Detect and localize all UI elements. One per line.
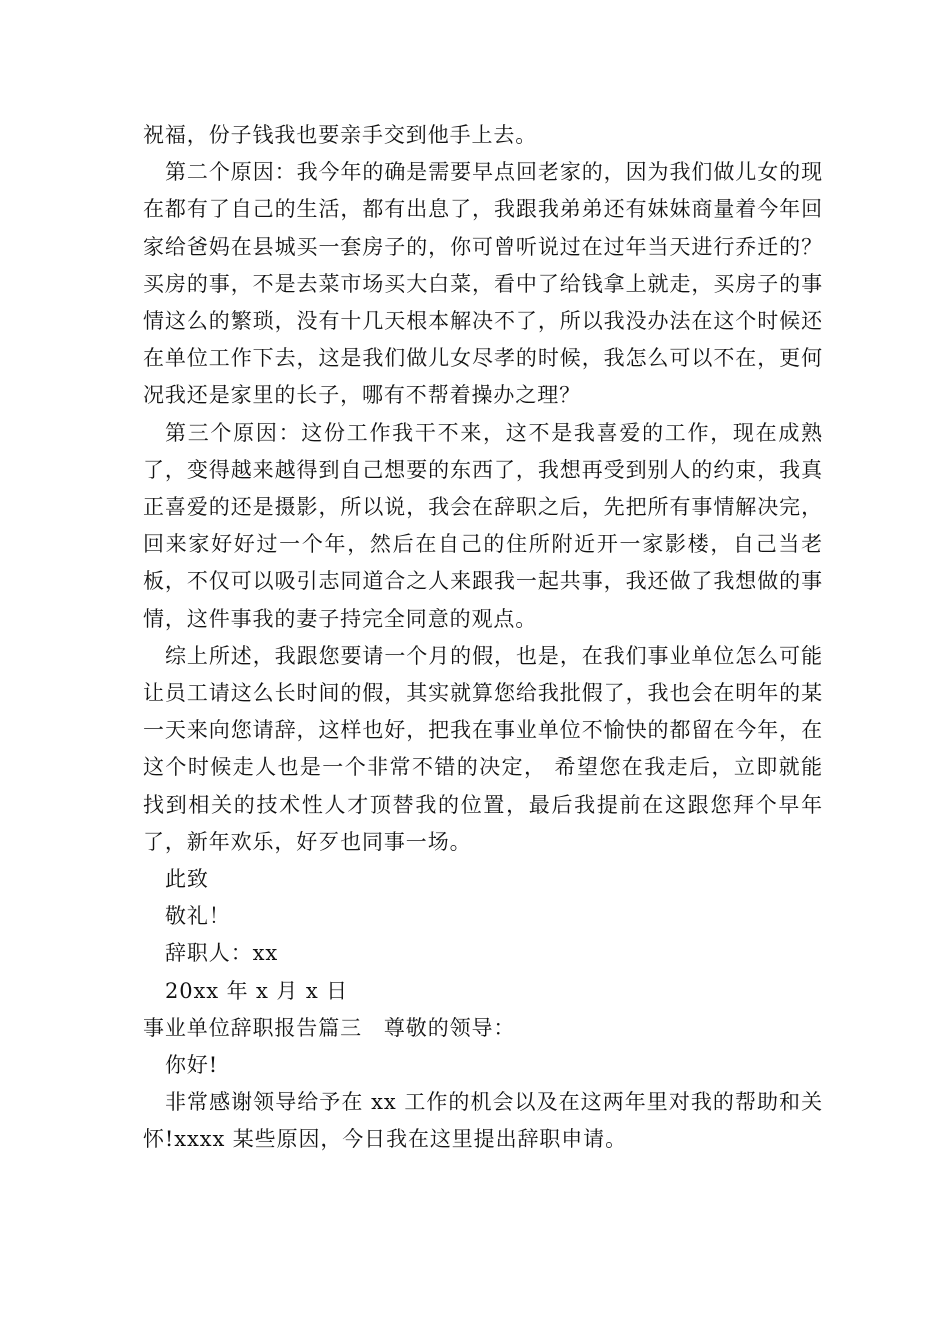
paragraph-reason-two: 第二个原因：我今年的确是需要早点回老家的，因为我们做儿女的现在都有了自己的生活，都有出息了，我跟我弟弟还有妹妹商量着今年回家给爸妈在县城买一套房子的，你可曾听说过在过年当天进行乔迁的？买房的事，不是去菜市场买大白菜，看中了给钱拿上就走，买房子的事情这么的繁琐，没有十几天根本解决不了，所以我没办法在这个时候还在单位工作下去，这是我们做儿女尽孝的时候，我怎么可以不在，更何况我还是家里的长子，哪有不帮着操办之理？ — [143, 160, 823, 408]
closing-regards: 敬礼！ — [165, 904, 231, 929]
paragraph-blessing: 祝福，份子钱我也要亲手交到他手上去。 — [143, 123, 538, 147]
paragraph-summary: 综上所述，我跟您要请一个月的假，也是，在我们事业单位怎么可能让员工请这么长时间的假，其实就算您给我批假了，我也会在明年的某一天来向您请辞，这样也好，把我在事业单位不愉快的都留在今年，在这个时候走人也是一个非常不错的决定， 希望您在我走后，立即就能找到相关的技术性人才顶替我的位置，最后我提前在这跟您拜个早年了，新年欢乐，好歹也同事一场。 — [143, 643, 823, 854]
closing-salutation: 此致 — [165, 867, 209, 892]
paragraph-thanks: 非常感谢领导给予在 xx 工作的机会以及在这两年里对我的帮助和关怀!xxxx 某些原因，今日我在这里提出辞职申请。 — [143, 1090, 823, 1152]
letter-date: 20xx 年 x 月 x 日 — [165, 978, 349, 1003]
resigner-signature: 辞职人：xx — [165, 941, 279, 966]
document-body — [143, 117, 823, 1159]
paragraph-reason-three: 第三个原因：这份工作我干不来，这不是我喜爱的工作，现在成熟了，变得越来越得到自己想要的东西了，我想再受到别人的约束，我真正喜爱的还是摄影，所以说，我会在辞职之后，先把所有事情解决完，回来家好好过一个年，然后在自己的住所附近开一家影楼，自己当老板，不仅可以吸引志同道合之人来跟我一起共事，我还做了我想做的事情，这件事我的妻子持完全同意的观点。 — [143, 420, 823, 631]
greeting: 你好! — [165, 1053, 219, 1078]
section-heading: 事业单位辞职报告篇三 尊敬的领导： — [143, 1015, 516, 1040]
